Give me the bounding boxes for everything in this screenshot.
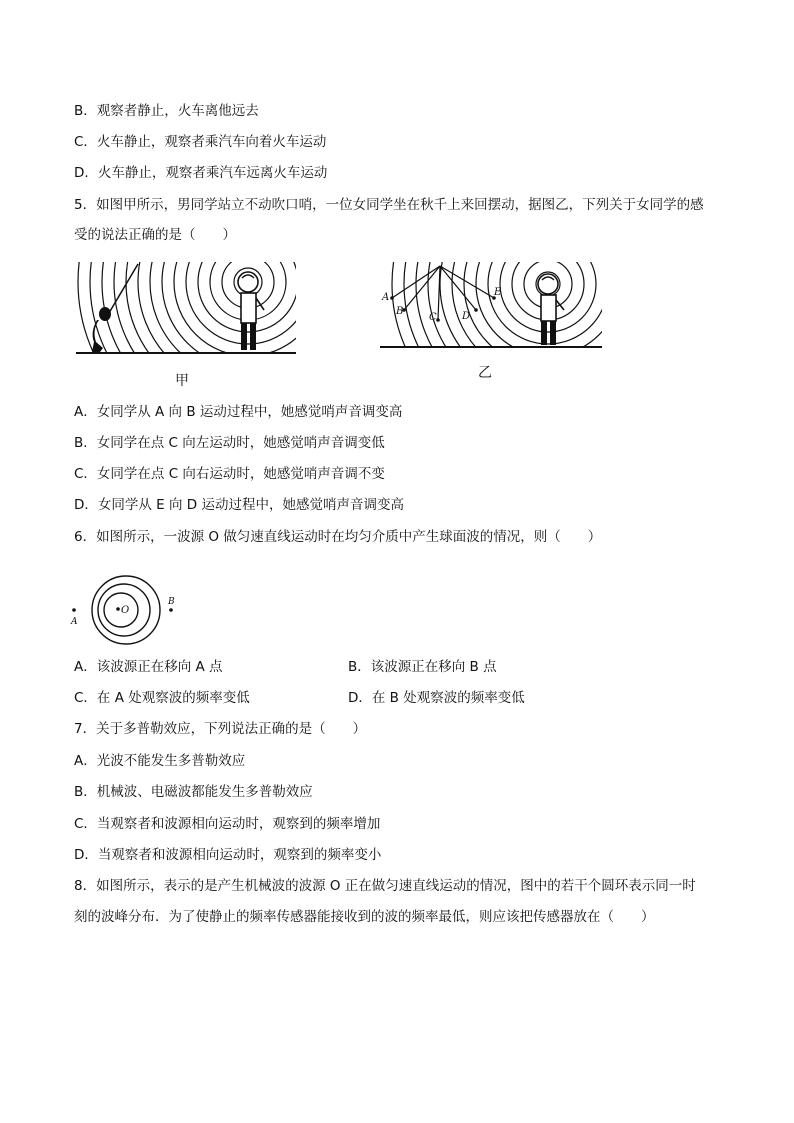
q5-figure-jia [70, 262, 305, 362]
point-label-b: B [396, 306, 404, 317]
girl-on-swing [92, 307, 111, 352]
q7-option-d: D．当观察者和波源相向运动时，观察到的频率变小 [74, 847, 382, 863]
q5-figure-jia-label: 甲 [175, 373, 189, 389]
boy-whistling [238, 272, 264, 350]
q4-option-c: C．火车静止，观察者乘汽车向着火车运动 [74, 134, 327, 150]
point-b-label: B [168, 597, 175, 607]
q5-figure-yi-label: 乙 [478, 365, 492, 381]
point-label-e: E [494, 287, 502, 298]
point-a [72, 608, 76, 612]
q5-option-a: A．女同学从 A 向 B 运动过程中，她感觉哨声音调变高 [74, 404, 403, 420]
q7-option-c: C．当观察者和波源相向运动时，观察到的频率增加 [74, 816, 381, 832]
q7-stem: 7．关于多普勒效应，下列说法正确的是（ ） [74, 721, 367, 737]
q4-option-d: D．火车静止，观察者乘汽车远离火车运动 [74, 165, 328, 181]
point-a-label: A [71, 617, 78, 627]
q5-figure-yi [376, 262, 606, 358]
q6-figure-wavefronts [64, 572, 194, 652]
q8-stem-line1: 8．如图所示，表示的是产生机械波的波源 O 正在做匀速直线运动的情况，图中的若干个圆环表示同一时 [74, 878, 696, 894]
q4-option-b: B．观察者静止，火车离他远去 [74, 103, 259, 119]
q6-option-b: B．该波源正在移向 B 点 [348, 659, 497, 675]
q7-option-b: B．机械波、电磁波都能发生多普勒效应 [74, 784, 313, 800]
q7-option-a: A．光波不能发生多普勒效应 [74, 753, 246, 769]
q6-option-d: D．在 B 处观察波的频率变低 [348, 690, 525, 706]
q5-option-d: D．女同学从 E 向 D 运动过程中，她感觉哨声音调变高 [74, 497, 404, 513]
point-b [169, 608, 173, 612]
point-label-d: D [462, 311, 471, 322]
q5-option-c: C．女同学在点 C 向右运动时，她感觉哨声音调不变 [74, 466, 385, 482]
q8-stem-line2: 刻的波峰分布．为了使静止的频率传感器能接收到的波的频率最低，则应该把传感器放在（ ） [74, 909, 655, 925]
q5-stem-line1: 5．如图甲所示，男同学站立不动吹口哨，一位女同学坐在秋千上来回摆动，据图乙，下列关于女同学的感 [74, 197, 704, 213]
point-label-c: C [429, 312, 437, 323]
q6-option-c: C．在 A 处观察波的频率变低 [74, 690, 250, 706]
q6-stem: 6．如图所示，一波源 O 做匀速直线运动时在均匀介质中产生球面波的情况，则（ ） [74, 529, 602, 545]
source-o-point [116, 607, 120, 611]
point-label-a: A [382, 292, 390, 303]
source-o-label: O [121, 605, 130, 616]
q5-stem-line2: 受的说法正确的是（ ） [74, 227, 236, 243]
sound-wave-rings [78, 262, 305, 362]
q5-option-b: B．女同学在点 C 向左运动时，她感觉哨声音调变低 [74, 435, 385, 451]
q6-option-a: A．该波源正在移向 A 点 [74, 659, 223, 675]
